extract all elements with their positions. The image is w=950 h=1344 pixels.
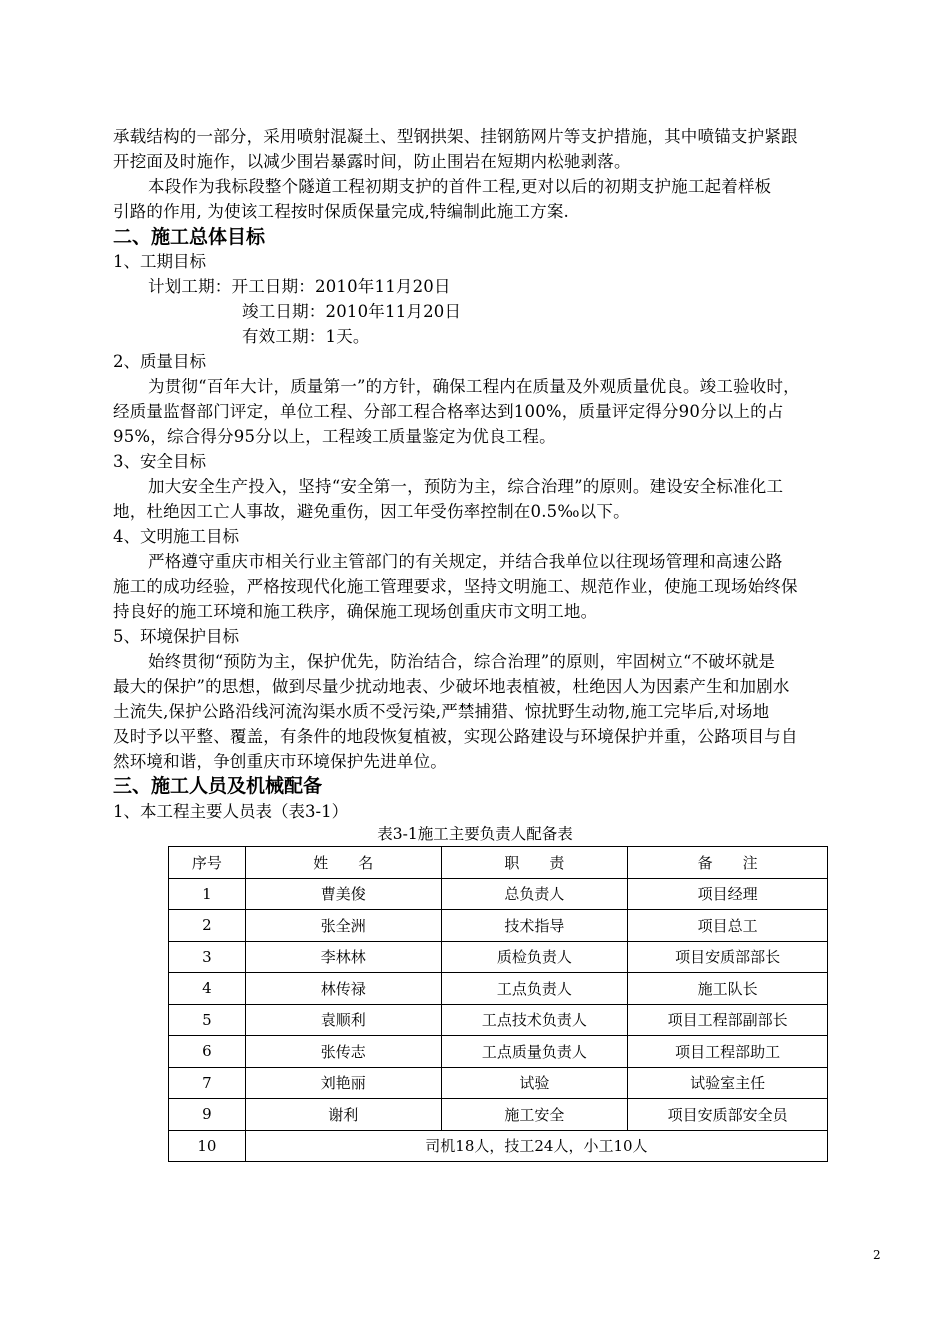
cell-name: 林传禄 (245, 973, 441, 1005)
table-row (169, 878, 828, 910)
table-row (169, 1036, 828, 1068)
staff-table (168, 846, 828, 1162)
quality-line-3: 95%，综合得分95分以上，工程竣工质量鉴定为优良工程。 (113, 427, 556, 446)
cell-name: 张传志 (245, 1036, 441, 1068)
environment-goal-heading: 5、环境保护目标 (113, 627, 239, 646)
intro-line-4: 引路的作用, 为使该工程按时保质保量完成,特编制此施工方案. (113, 202, 569, 221)
completion-date: 竣工日期：2010年11月20日 (242, 302, 462, 321)
cell-remark: 项目安质部安全员 (628, 1099, 828, 1131)
cell-name: 袁顺利 (245, 1004, 441, 1036)
staff-table-heading: 1、本工程主要人员表（表3-1） (113, 802, 349, 821)
table-row (169, 910, 828, 942)
schedule-goal-heading: 1、工期目标 (113, 252, 206, 271)
cell-duty: 质检负责人 (441, 941, 628, 973)
header-duty: 职 责 (441, 847, 628, 879)
cell-index: 5 (169, 1004, 246, 1036)
cell-duty: 工点质量负责人 (441, 1036, 628, 1068)
environment-line-4: 及时予以平整、覆盖，有条件的地段恢复植被，实现公路建设与环境保护并重，公路项目与自 (113, 727, 798, 746)
cell-remark: 项目总工 (628, 910, 828, 942)
environment-line-2: 最大的保护”的思想，做到尽量少扰动地表、少破坏地表植被，杜绝因人为因素产生和加剧水 (113, 677, 790, 696)
cell-name: 曹美俊 (245, 878, 441, 910)
table-row (169, 1099, 828, 1131)
quality-line-1: 为贯彻“百年大计，质量第一”的方针，确保工程内在质量及外观质量优良。竣工验收时， (148, 377, 800, 396)
header-index: 序号 (169, 847, 246, 879)
cell-workers-summary: 司机18人，技工24人，小工10人 (245, 1130, 827, 1162)
cell-index: 6 (169, 1036, 246, 1068)
cell-index: 9 (169, 1099, 246, 1131)
table-row (169, 973, 828, 1005)
quality-goal-heading: 2、质量目标 (113, 352, 206, 371)
cell-duty: 施工安全 (441, 1099, 628, 1131)
civilized-line-1: 严格遵守重庆市相关行业主管部门的有关规定，并结合我单位以往现场管理和高速公路 (148, 552, 783, 571)
cell-remark: 项目工程部助工 (628, 1036, 828, 1068)
section-3-heading: 三、施工人员及机械配备 (113, 775, 323, 797)
cell-index: 1 (169, 878, 246, 910)
table-row (169, 1067, 828, 1099)
cell-remark: 项目工程部副部长 (628, 1004, 828, 1036)
cell-duty: 试验 (441, 1067, 628, 1099)
cell-index: 4 (169, 973, 246, 1005)
cell-remark: 项目安质部部长 (628, 941, 828, 973)
civilized-line-2: 施工的成功经验，严格按现代化施工管理要求，坚持文明施工、规范作业，使施工现场始终保 (113, 577, 798, 596)
intro-line-3: 本段作为我标段整个隧道工程初期支护的首件工程,更对以后的初期支护施工起着样板 (148, 177, 772, 196)
cell-remark: 试验室主任 (628, 1067, 828, 1099)
header-name: 姓 名 (245, 847, 441, 879)
cell-duty: 总负责人 (441, 878, 628, 910)
table-caption: 表3-1施工主要负责人配备表 (377, 825, 573, 843)
cell-name: 刘艳丽 (245, 1067, 441, 1099)
environment-line-3: 土流失,保护公路沿线河流沟渠水质不受污染,严禁捕猎、惊扰野生动物,施工完毕后,对场地 (113, 702, 770, 721)
cell-duty: 技术指导 (441, 910, 628, 942)
header-remark: 备 注 (628, 847, 828, 879)
page-number: 2 (873, 1248, 881, 1262)
table-row-summary (169, 1130, 828, 1162)
cell-index: 7 (169, 1067, 246, 1099)
civilized-line-3: 持良好的施工环境和施工秩序，确保施工现场创重庆市文明工地。 (113, 602, 598, 621)
environment-line-1: 始终贯彻“预防为主，保护优先，防治结合，综合治理”的原则，牢固树立“不破坏就是 (148, 652, 776, 671)
safety-goal-heading: 3、安全目标 (113, 452, 206, 471)
cell-name: 谢利 (245, 1099, 441, 1131)
cell-name: 张全洲 (245, 910, 441, 942)
cell-remark: 项目经理 (628, 878, 828, 910)
civilized-goal-heading: 4、文明施工目标 (113, 527, 239, 546)
section-2-heading: 二、施工总体目标 (113, 226, 266, 248)
table-header-row (169, 847, 828, 879)
table-row (169, 1004, 828, 1036)
intro-line-1: 承载结构的一部分，采用喷射混凝土、型钢拱架、挂钢筋网片等支护措施，其中喷锚支护紧跟 (113, 127, 798, 146)
cell-remark: 施工队长 (628, 973, 828, 1005)
cell-name: 李林林 (245, 941, 441, 973)
table-row (169, 941, 828, 973)
safety-line-1: 加大安全生产投入，坚持“安全第一，预防为主，综合治理”的原则。建设安全标准化工 (148, 477, 784, 496)
planned-period: 计划工期：开工日期：2010年11月20日 (148, 277, 451, 296)
effective-period: 有效工期：1天。 (242, 327, 370, 346)
cell-duty: 工点技术负责人 (441, 1004, 628, 1036)
quality-line-2: 经质量监督部门评定，单位工程、分部工程合格率达到100%，质量评定得分90分以上的占 (113, 402, 784, 421)
cell-duty: 工点负责人 (441, 973, 628, 1005)
safety-line-2: 地，杜绝因工亡人事故，避免重伤，因工年受伤率控制在0.5‰以下。 (113, 502, 630, 521)
intro-line-2: 开挖面及时施作，以减少围岩暴露时间，防止围岩在短期内松驰剥落。 (113, 152, 631, 171)
cell-index: 2 (169, 910, 246, 942)
cell-index: 3 (169, 941, 246, 973)
cell-index: 10 (169, 1130, 246, 1162)
environment-line-5: 然环境和谐，争创重庆市环境保护先进单位。 (113, 752, 447, 771)
